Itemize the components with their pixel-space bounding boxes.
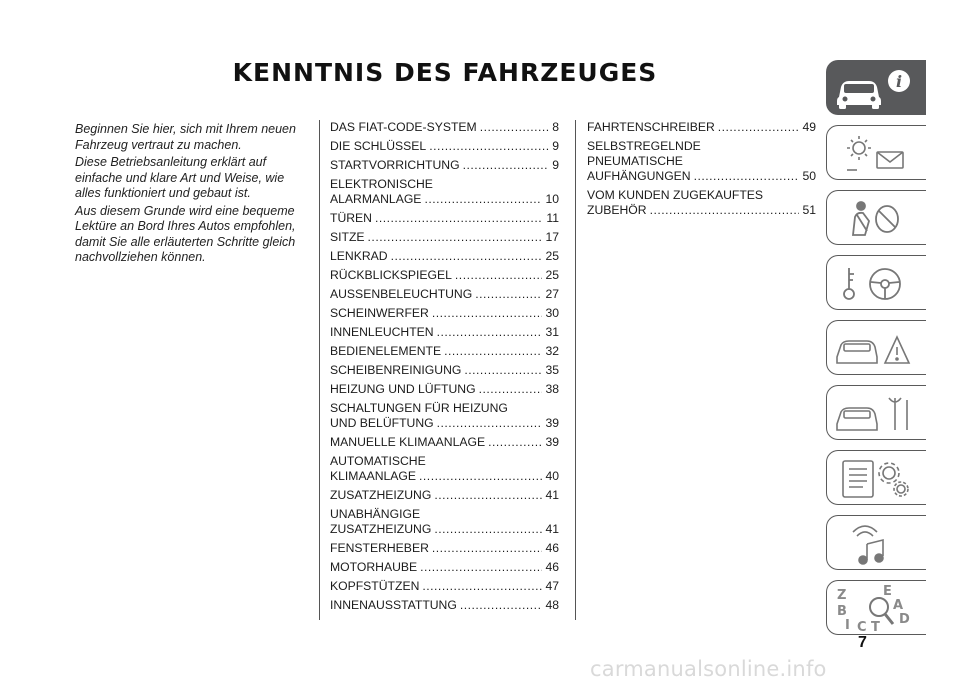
toc-entry-page: 35 <box>545 363 559 377</box>
toc-entry-label: ZUSATZHEIZUNG <box>330 522 432 536</box>
dot-leader <box>463 158 550 173</box>
toc-entry[interactable] <box>330 363 559 378</box>
page-number: 7 <box>858 634 867 651</box>
dot-leader <box>420 560 542 575</box>
column-divider <box>319 120 320 620</box>
index-letter: I <box>845 618 850 633</box>
toc-entry[interactable] <box>587 120 816 135</box>
dot-leader <box>479 382 543 397</box>
toc-entry-label: FENSTERHEBER <box>330 541 429 555</box>
dot-leader <box>437 416 543 431</box>
tab-safety[interactable] <box>826 190 926 245</box>
tab-vehicle-knowledge[interactable] <box>826 60 926 115</box>
toc-entry-label: SCHEIBENREINIGUNG <box>330 363 462 377</box>
toc-entry-line: ELEKTRONISCHE <box>330 177 433 191</box>
dot-leader <box>455 268 543 283</box>
toc-entry[interactable] <box>330 560 559 575</box>
toc-entry-label: RÜCKBLICKSPIEGEL <box>330 268 452 282</box>
toc-entry-line: AUTOMATISCHE <box>330 454 426 468</box>
toc-entry-page: 30 <box>545 306 559 320</box>
toc-entry[interactable] <box>330 325 559 340</box>
index-letter: E <box>883 584 892 599</box>
toc-entry-label: DAS FIAT-CODE-SYSTEM <box>330 120 477 134</box>
toc-entry-label: ZUBEHÖR <box>587 203 647 217</box>
toc-entry-line: UNABHÄNGIGE <box>330 507 421 521</box>
tab-warning-lights[interactable] <box>826 125 926 180</box>
toc-entry[interactable] <box>330 287 559 302</box>
toc-entry-line: SCHALTUNGEN FÜR HEIZUNG <box>330 401 508 415</box>
tab-starting-driving[interactable] <box>826 255 926 310</box>
watermark: carmanualsonline.info <box>590 657 827 681</box>
toc-entry[interactable] <box>330 306 559 321</box>
toc-entry[interactable] <box>330 230 559 245</box>
toc-entry-line: PNEUMATISCHE <box>587 154 683 168</box>
index-letter: C <box>857 620 867 635</box>
toc-entry[interactable] <box>330 249 559 264</box>
dot-leader <box>718 120 800 135</box>
dot-leader <box>437 325 543 340</box>
intro-paragraph: Aus diesem Grunde wird eine bequeme Lektüre an Bord Ihres Autos empfohlen, damit Sie alle erläuterten Schritte gleich nachvollziehen können. <box>75 203 296 264</box>
toc-entry[interactable] <box>330 268 559 283</box>
toc-entry-page: 39 <box>545 435 559 449</box>
toc-entry-page: 25 <box>545 268 559 282</box>
toc-entry-label: LENKRAD <box>330 249 388 263</box>
dot-leader <box>488 435 542 450</box>
toc-entry[interactable] <box>330 382 559 397</box>
toc-entry-label: SCHEINWERFER <box>330 306 429 320</box>
toc-entry-page: 51 <box>802 203 816 217</box>
index-letter: T <box>871 620 880 635</box>
toc-entry[interactable] <box>330 579 559 594</box>
toc-entry-label: AUFHÄNGUNGEN <box>587 169 691 183</box>
warning-lights-icon <box>827 126 927 181</box>
column-divider <box>575 120 576 620</box>
toc-entry[interactable] <box>330 158 559 173</box>
toc-entry-label: INNENAUSSTATTUNG <box>330 598 457 612</box>
dot-leader <box>444 344 542 359</box>
toc-entry-page: 10 <box>545 192 559 206</box>
toc-entry[interactable] <box>587 139 816 184</box>
toc-entry[interactable] <box>587 188 816 218</box>
dot-leader <box>434 522 542 537</box>
dot-leader <box>422 579 542 594</box>
toc-entry[interactable] <box>330 177 559 207</box>
intro-text <box>75 122 311 268</box>
toc-entry-page: 47 <box>545 579 559 593</box>
dot-leader <box>475 287 542 302</box>
intro-paragraph: Beginnen Sie hier, sich mit Ihrem neuen Fahrzeug vertraut zu machen. <box>75 122 296 152</box>
svg-text:i: i <box>895 72 903 91</box>
multimedia-icon <box>827 516 927 571</box>
toc-entry-label: KOPFSTÜTZEN <box>330 579 420 593</box>
toc-entry[interactable] <box>330 139 559 154</box>
toc-entry-label: ALARMANLAGE <box>330 192 422 206</box>
toc-entry[interactable] <box>330 488 559 503</box>
toc-entry-page: 41 <box>545 522 559 536</box>
car-breakdown-icon <box>827 321 927 376</box>
toc-entry-page: 27 <box>545 287 559 301</box>
dot-leader <box>432 306 543 321</box>
toc-entry-page: 31 <box>545 325 559 339</box>
toc-entry[interactable] <box>330 211 559 226</box>
toc-entry-page: 49 <box>802 120 816 134</box>
toc-entry-label: MANUELLE KLIMAANLAGE <box>330 435 486 449</box>
toc-entry-line: SELBSTREGELNDE <box>587 139 701 153</box>
toc-entry[interactable] <box>330 541 559 556</box>
index-letter: D <box>899 612 910 627</box>
dot-leader <box>480 120 550 135</box>
toc-entry-label: BEDIENELEMENTE <box>330 344 442 358</box>
toc-column-1 <box>330 120 559 617</box>
tab-multimedia[interactable] <box>826 515 926 570</box>
toc-entry-page: 38 <box>545 382 559 396</box>
toc-entry[interactable] <box>330 435 559 450</box>
tab-emergency[interactable] <box>826 320 926 375</box>
toc-entry-label: UND BELÜFTUNG <box>330 416 434 430</box>
toc-entry-page: 41 <box>545 488 559 502</box>
toc-entry-page: 9 <box>552 158 559 172</box>
toc-entry-label: HEIZUNG UND LÜFTUNG <box>330 382 476 396</box>
toc-entry-line: VOM KUNDEN ZUGEKAUFTES <box>587 188 764 202</box>
tab-technical-data[interactable] <box>826 450 926 505</box>
toc-column-2 <box>587 120 816 222</box>
toc-entry[interactable] <box>330 120 559 135</box>
toc-entry-page: 32 <box>545 344 559 358</box>
toc-entry-page: 46 <box>545 541 559 555</box>
toc-entry-label: MOTORHAUBE <box>330 560 418 574</box>
dot-leader <box>650 203 800 218</box>
toc-entry-page: 25 <box>545 249 559 263</box>
dot-leader <box>460 598 543 613</box>
dot-leader <box>419 469 542 484</box>
tab-service-maintenance[interactable] <box>826 385 926 440</box>
alphabetical-index-icon <box>827 581 927 636</box>
toc-entry-label: FAHRTENSCHREIBER <box>587 120 715 134</box>
technical-data-icon <box>827 451 927 506</box>
toc-entry-page: 17 <box>545 230 559 244</box>
dot-leader <box>432 541 543 556</box>
toc-entry-label: INNENLEUCHTEN <box>330 325 434 339</box>
dot-leader <box>391 249 543 264</box>
dot-leader <box>464 363 542 378</box>
toc-entry-label: ZUSATZHEIZUNG <box>330 488 432 502</box>
toc-entry[interactable] <box>330 344 559 359</box>
toc-entry-page: 48 <box>545 598 559 612</box>
dot-leader <box>368 230 543 245</box>
toc-entry-label: DIE SCHLÜSSEL <box>330 139 427 153</box>
toc-entry-page: 46 <box>545 560 559 574</box>
airbag-seatbelt-icon <box>827 191 927 246</box>
toc-entry-label: SITZE <box>330 230 365 244</box>
dot-leader <box>434 488 542 503</box>
toc-entry-page: 11 <box>546 211 559 225</box>
toc-entry-page: 50 <box>802 169 816 183</box>
index-letter: A <box>893 598 904 613</box>
toc-entry-label: KLIMAANLAGE <box>330 469 417 483</box>
tab-index[interactable] <box>826 580 926 635</box>
toc-entry-page: 9 <box>552 139 559 153</box>
car-wrench-icon <box>827 386 927 441</box>
toc-entry-label: TÜREN <box>330 211 372 225</box>
toc-entry-page: 8 <box>552 120 559 134</box>
toc-entry-page: 39 <box>545 416 559 430</box>
dot-leader <box>424 192 542 207</box>
toc-entry[interactable] <box>330 401 559 431</box>
toc-entry[interactable] <box>330 454 559 484</box>
dot-leader <box>429 139 549 154</box>
intro-paragraph: Diese Betriebsanleitung erklärt auf einfache und klare Art und Weise, wie alles funktioniert und gebaut ist. <box>75 155 285 200</box>
key-steering-wheel-icon <box>827 256 927 311</box>
dot-leader <box>694 169 800 184</box>
page-title: KENNTNIS DES FAHRZEUGES <box>232 58 658 87</box>
index-letter: Z <box>837 588 847 603</box>
toc-entry-label: AUSSENBELEUCHTUNG <box>330 287 473 301</box>
dot-leader <box>375 211 543 226</box>
toc-entry-label: STARTVORRICHTUNG <box>330 158 460 172</box>
car-info-icon <box>827 61 927 116</box>
toc-entry[interactable] <box>330 507 559 537</box>
toc-entry[interactable] <box>330 598 559 613</box>
index-letter: B <box>837 604 847 619</box>
toc-entry-page: 40 <box>545 469 559 483</box>
